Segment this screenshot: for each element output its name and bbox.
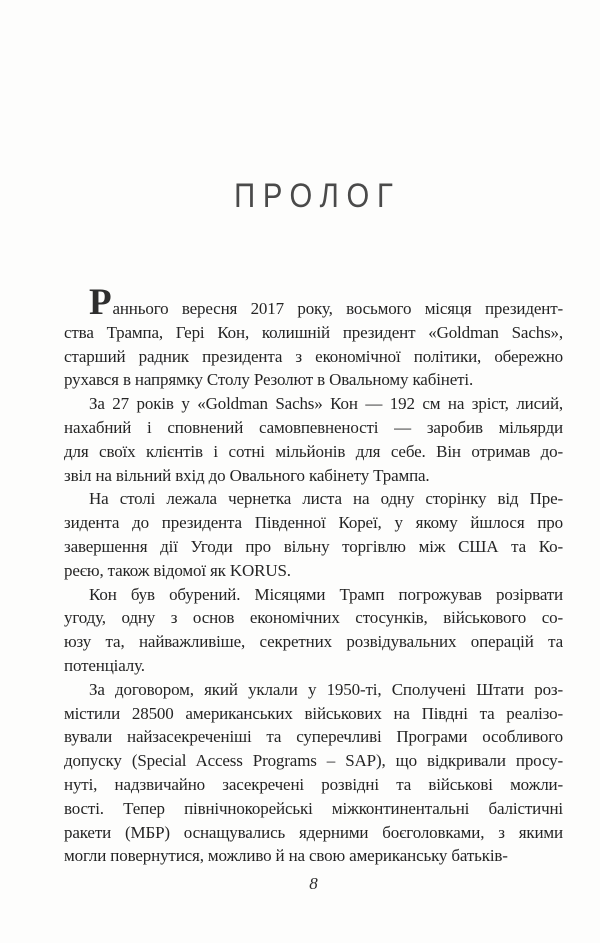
text-block [64,282,563,868]
text-line: реєю, також відомої як KORUS. [64,560,291,580]
text-line: ства Трампа, Гері Кон, колишній президент «Goldman Sachs», [64,322,563,342]
text-line: нуті, надзвичайно засекречені розвідні та військові можли- [64,774,563,794]
text-line: для своїх клієнтів і сотні мільйонів для себе. Він отримав до- [64,441,563,461]
text-line: рухався в напрямку Столу Резолют в Овальному кабінеті. [64,370,474,390]
page-content [64,0,563,894]
text-line: звіл на вільний вхід до Овального кабінету Трампа. [64,465,430,485]
text-line: вості. Тепер північнокорейські міжконтинентальні балістичні [64,798,563,818]
text-line: За договором, який уклали у 1950-ті, Сполучені Штати роз- [89,679,563,699]
text-line: зидента до президента Південної Кореї, у якому йшлося про [64,513,563,533]
text-line: Кон був обурений. Місяцями Трамп погрожував розірвати [89,584,563,604]
text-line: вували найзасекреченіші та суперечливі Програми особливого [64,727,563,747]
paragraph [64,583,563,678]
text-line: старший радник президента з економічної політики, обережно [64,346,563,366]
paragraph [64,282,563,392]
paragraph [64,487,563,582]
text-line: могли повернутися, можливо й на свою американську батьків- [64,846,508,866]
drop-cap: Р [89,282,112,323]
text-line: завершення дії Угоди про вільну торгівлю між США та Ко- [64,536,563,556]
page-number: 8 [309,874,318,894]
text-line: На столі лежала чернетка листа на одну сторінку від Пре- [89,489,563,509]
text-line: За 27 років у «Goldman Sachs» Кон — 192 см на зріст, лисий, [89,394,563,414]
text-line: юзу та, найважливіше, секретних розвідувальних операцій та [64,632,563,652]
text-line: Раннього вересня 2017 року, восьмого місяця президент- [89,282,563,323]
text-line: ракети (МБР) оснащувались ядерними боєголовками, з якими [64,822,563,842]
paragraph [64,678,563,868]
paragraph [64,392,563,487]
text-line: містили 28500 американських військових на Півдні та реалізо- [64,703,563,723]
text-line: потенціалу. [64,655,145,675]
text-line: допуску (Special Access Programs – SAP), що відкривали просу- [64,751,563,771]
text-line: нахабний і сповнений самовпевненості — заробив мільярди [64,417,563,437]
chapter-title: ПРОЛОГ [234,177,401,215]
text-line: угоду, одну з основ економічних стосунків, військового со- [64,608,563,628]
